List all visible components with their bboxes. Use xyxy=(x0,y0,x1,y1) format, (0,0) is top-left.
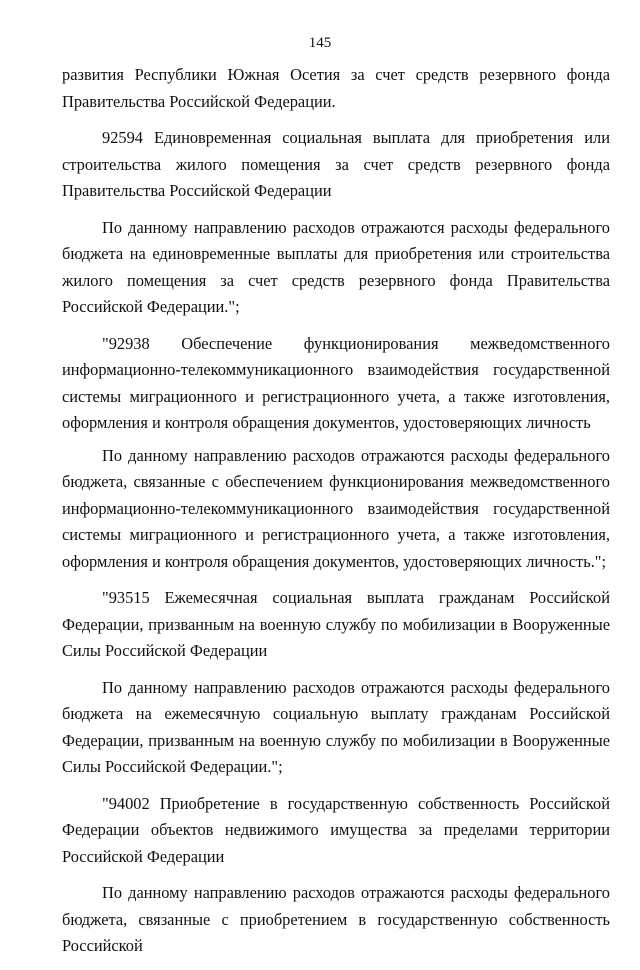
paragraph-description-93515: По данному направлению расходов отражаются расходы федерального бюджета на ежемесячную социальную выплату гражданам Российской Федерации, призванным на военную службу по мобилизации в Вооруженные Силы Российской Федерации."; xyxy=(62,677,610,776)
paragraph-code-92938: "92938 Обеспечение функционирования межведомственного информационно-телекоммуникационного взаимодействия государственной системы миграционного и регистрационного учета, а также изготовления, оформления и контроля обращения документов, удостоверяющих личность xyxy=(62,333,610,432)
paragraph-description-92938: По данному направлению расходов отражаются расходы федерального бюджета, связанные с обеспечением функционирования межведомственного информационно-телекоммуникационного взаимодействия государственной системы миграционного и регистрационного учета, а также изготовления, оформления и контроля обращения документов, удостоверяющих личность."; xyxy=(62,445,610,571)
page-number: 145 xyxy=(308,35,332,51)
paragraph-description-92594: По данному направлению расходов отражаются расходы федерального бюджета на единовременные выплаты для приобретения или строительства жилого помещения за счет средств резервного фонда Правительства Российской Федерации."; xyxy=(62,217,610,316)
paragraph-description-94002: По данному направлению расходов отражаются расходы федерального бюджета, связанные с приобретением в государственную собственность Российской xyxy=(62,883,610,955)
paragraph-code-93515: "93515 Ежемесячная социальная выплата гражданам Российской Федерации, призванным на военную службу по мобилизации в Вооруженные Силы Российской Федерации xyxy=(62,588,610,660)
paragraph-continuation: развития Республики Южная Осетия за счет средств резервного фонда Правительства Российской Федерации. xyxy=(62,65,610,111)
paragraph-code-92594: 92594 Единовременная социальная выплата для приобретения или строительства жилого помещения за счет средств резервного фонда Правительства Российской Федерации xyxy=(62,128,610,200)
paragraph-code-94002: "94002 Приобретение в государственную собственность Российской Федерации объектов недвижимого имущества за пределами территории Российской Федерации xyxy=(62,793,610,866)
document-body xyxy=(62,62,610,970)
